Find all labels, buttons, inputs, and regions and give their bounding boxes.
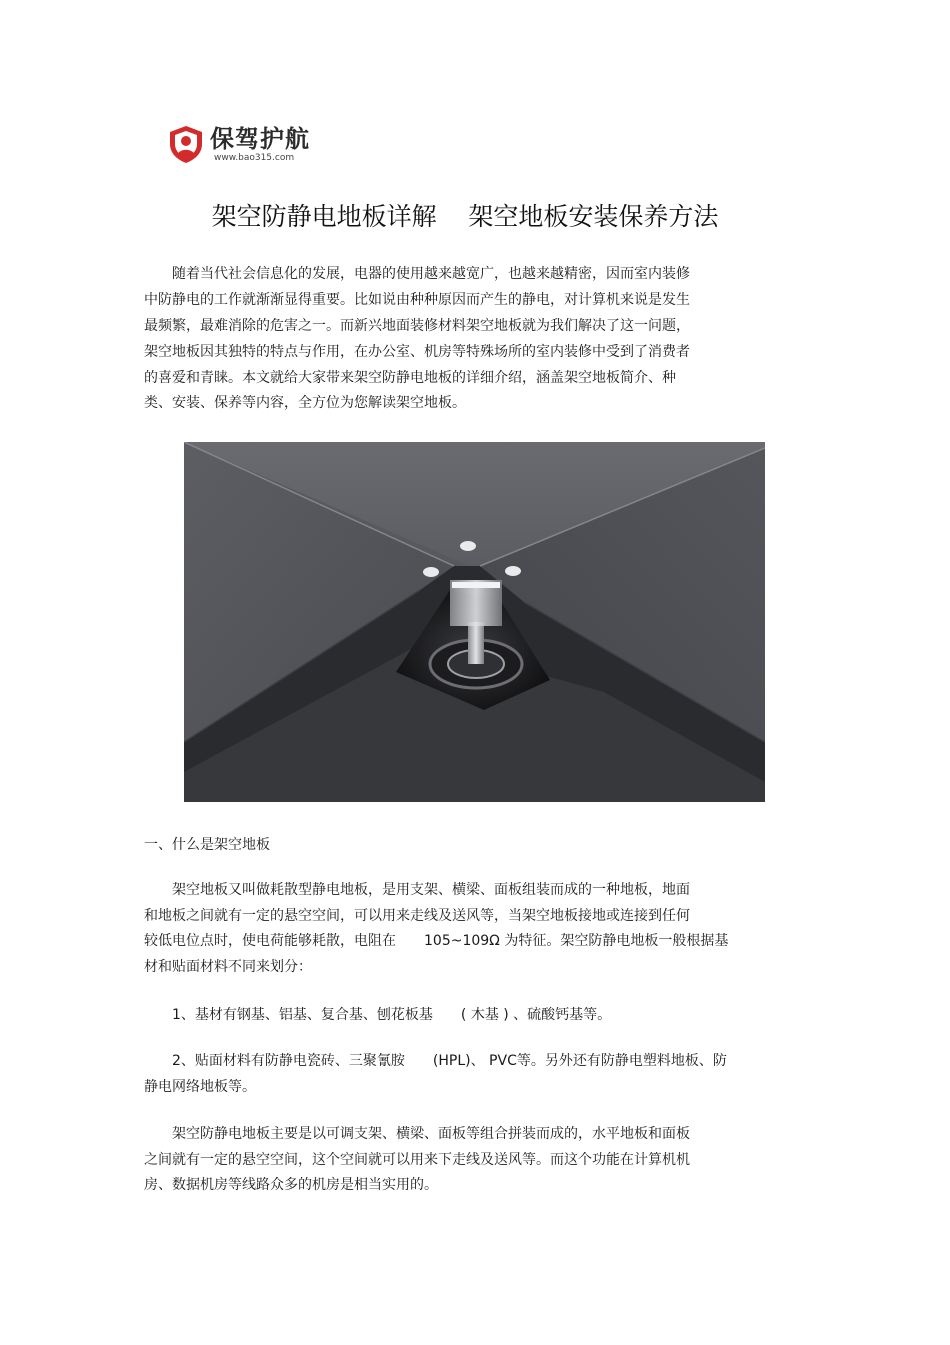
site-logo <box>166 124 336 164</box>
list-item: 静电网络地板等。 <box>144 1079 256 1095</box>
paragraph-line: 房、数据机房等线路众多的机房是相当实用的。 <box>144 1177 438 1193</box>
paragraph-line: 之间就有一定的悬空空间，这个空间就可以用来下走线及送风等。而这个功能在计算机机 <box>144 1152 690 1168</box>
section-heading: 一、什么是架空地板 <box>144 837 270 853</box>
shield-person-icon <box>166 124 206 164</box>
list-item: 2、贴面材料有防静电瓷砖、三聚氰胺 (HPL)、 PVC等。另外还有防静电塑料地板、防 <box>144 1053 727 1069</box>
paragraph-line: 和地板之间就有一定的悬空空间，可以用来走线及送风等，当架空地板接地或连接到任何 <box>144 908 690 924</box>
intro-line: 随着当代社会信息化的发展，电器的使用越来越宽广，也越来越精密，因而室内装修 <box>144 266 690 282</box>
intro-line: 最频繁，最难消除的危害之一。而新兴地面装修材料架空地板就为我们解决了这一问题， <box>144 318 690 334</box>
intro-line: 类、安装、保养等内容，全方位为您解读架空地板。 <box>144 395 466 411</box>
intro-line: 架空地板因其独特的特点与作用，在办公室、机房等特殊场所的室内装修中受到了消费者 <box>144 344 690 360</box>
page-title: 架空防静电地板详解 架空地板安装保养方法 <box>211 202 719 231</box>
paragraph-line: 材和贴面材料不同来划分： <box>144 959 312 975</box>
paragraph-line: 架空防静电地板主要是以可调支架、横梁、面板等组合拼装而成的，水平地板和面板 <box>144 1126 690 1142</box>
list-item: 1、基材有钢基、铝基、复合基、刨花板基 ( 木基 ) 、硫酸钙基等。 <box>144 1007 612 1023</box>
logo-name: 保驾护航 <box>210 125 310 153</box>
intro-line: 中防静电的工作就渐渐显得重要。比如说由种种原因而产生的静电，对计算机来说是发生 <box>144 292 690 308</box>
intro-line: 的喜爱和青睐。本文就给大家带来架空防静电地板的详细介绍，涵盖架空地板简介、种 <box>144 370 676 386</box>
paragraph-line: 较低电位点时，使电荷能够耗散，电阻在 105~109Ω 为特征。架空防静电地板一般根据基 <box>144 933 729 949</box>
logo-url: www.bao315.com <box>214 153 295 163</box>
raised-floor-photo <box>184 442 765 802</box>
paragraph-line: 架空地板又叫做耗散型静电地板，是用支架、横梁、面板组装而成的一种地板，地面 <box>144 882 690 898</box>
